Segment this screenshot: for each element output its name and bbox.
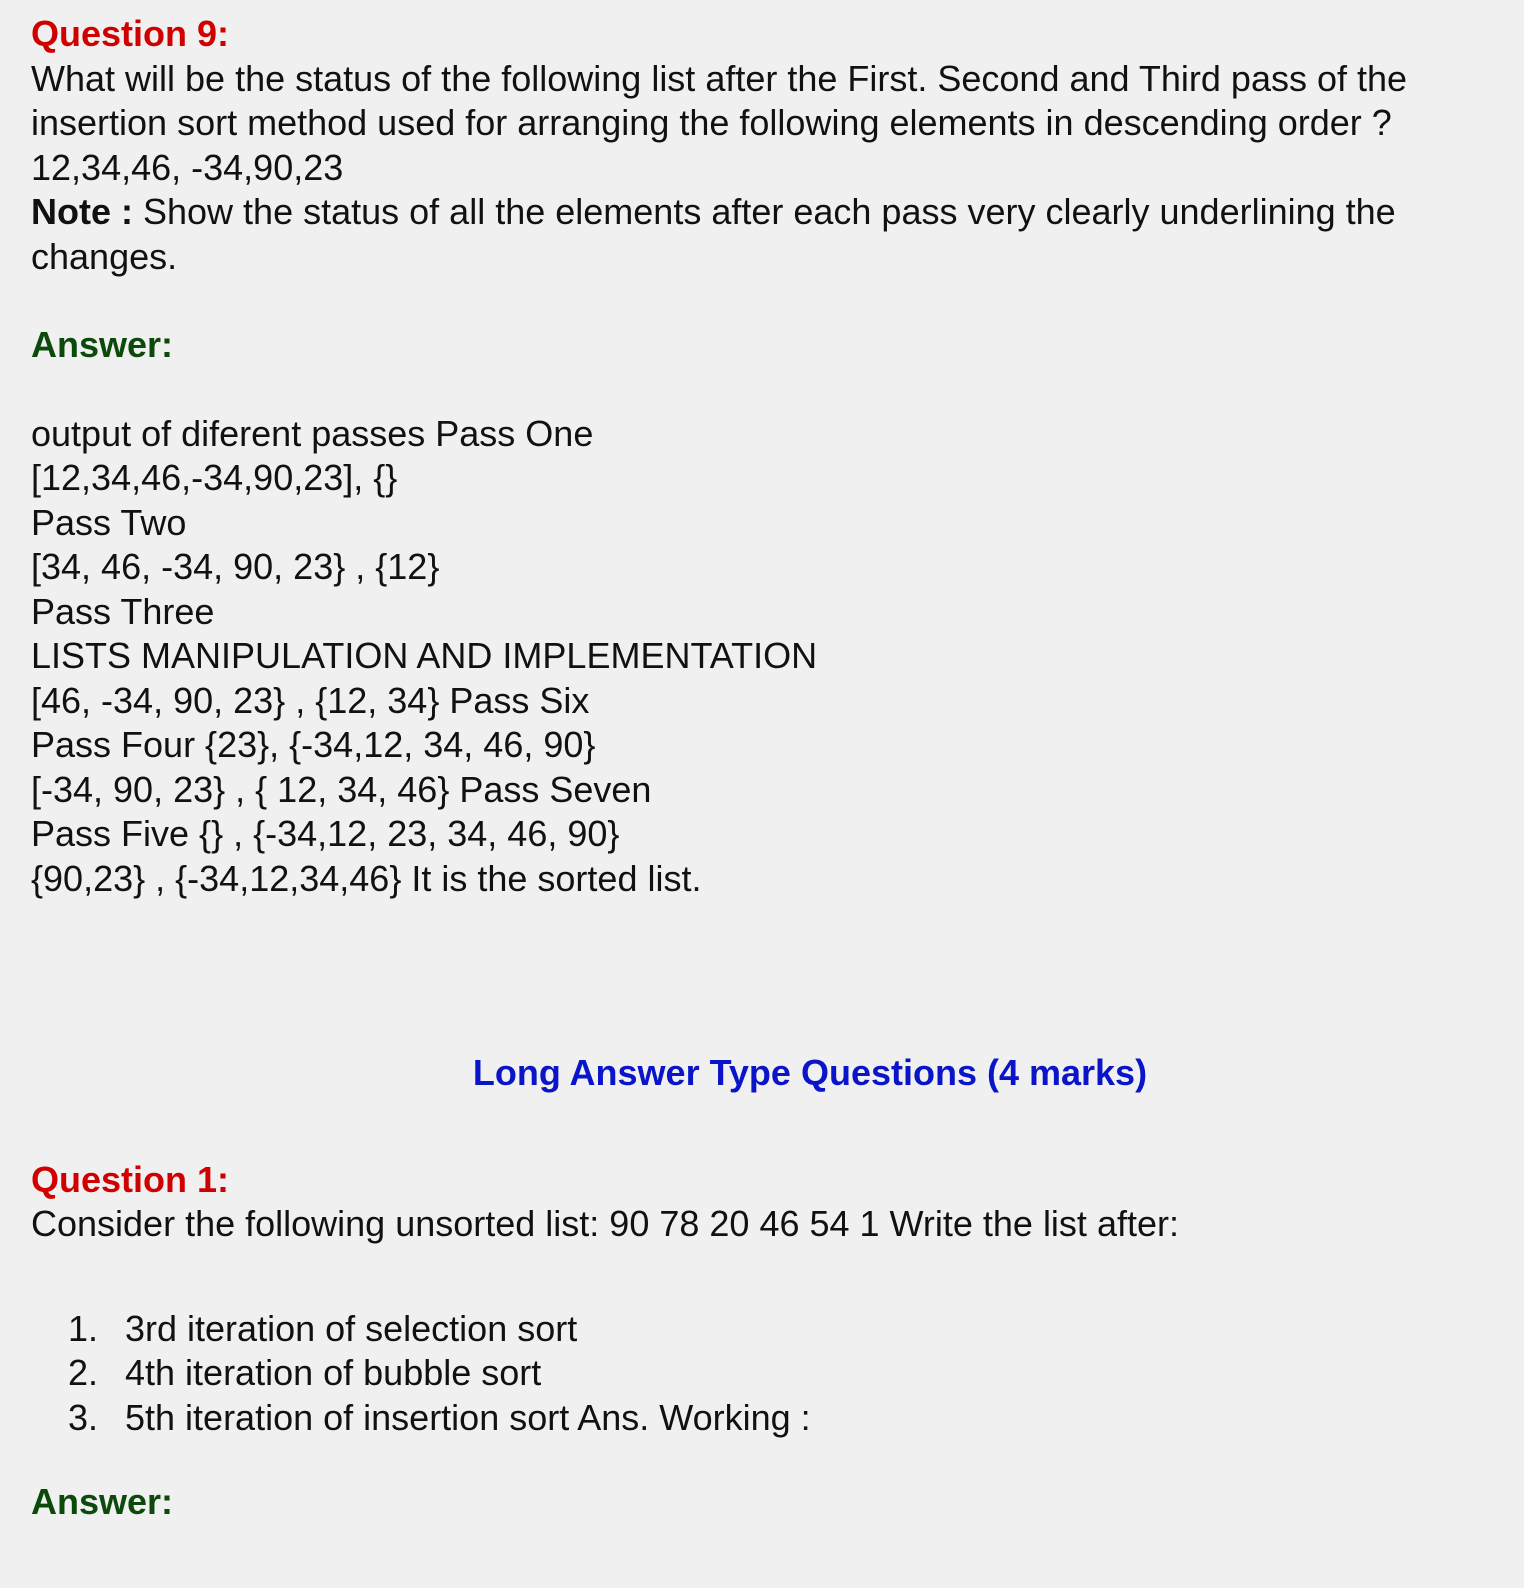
answer-line: LISTS MANIPULATION AND IMPLEMENTATION xyxy=(31,635,818,676)
answer-9-heading: Answer: xyxy=(31,324,174,365)
list-item-text: 3rd iteration of selection sort xyxy=(125,1307,578,1349)
section-title: Long Answer Type Questions (4 marks) xyxy=(472,1052,1148,1093)
answer-line: Pass Five {} , {-34,12, 23, 34, 46, 90} xyxy=(31,813,620,854)
spacer xyxy=(31,368,1494,412)
spacer xyxy=(31,1247,1494,1307)
iteration-list xyxy=(31,1307,1494,1441)
answer-line: [34, 46, -34, 90, 23} , {12} xyxy=(31,546,440,587)
question-9-note-line-2: changes. xyxy=(31,235,178,277)
list-item-number: 2. xyxy=(68,1352,99,1393)
answer-line: output of diferent passes Pass One xyxy=(31,412,594,454)
answer-1-heading: Answer: xyxy=(31,1481,174,1522)
answer-line: Pass Two xyxy=(31,501,187,543)
spacer xyxy=(31,1096,1494,1158)
list-item xyxy=(68,1307,1494,1352)
question-9-text-line-1: What will be the status of the following list after the First. Second and Third pass of the xyxy=(31,57,1408,99)
answer-9-body xyxy=(31,412,1494,902)
list-item xyxy=(68,1396,1494,1441)
question-9-list-values: 12,34,46, -34,90,23 xyxy=(31,146,344,188)
note-label: Note : xyxy=(31,191,133,232)
list-item-text: 5th iteration of insertion sort Ans. Working : xyxy=(125,1396,811,1438)
answer-line: [-34, 90, 23} , { 12, 34, 46} Pass Seven xyxy=(31,768,652,810)
list-item-number: 1. xyxy=(68,1307,99,1349)
answer-line: [12,34,46,-34,90,23], {} xyxy=(31,457,398,498)
question-9-note xyxy=(31,190,1494,235)
note-text: Show the status of all the elements after each pass very clearly underlining the xyxy=(133,191,1396,232)
question-1-text: Consider the following unsorted list: 90 78 20 46 54 1 Write the list after: xyxy=(31,1203,1179,1244)
spacer xyxy=(31,1440,1494,1480)
answer-line: Pass Three xyxy=(31,590,215,632)
list-item-text: 4th iteration of bubble sort xyxy=(125,1352,542,1393)
list-item-number: 3. xyxy=(68,1396,99,1438)
question-9-text-line-2: insertion sort method used for arranging the following elements in descending order ? xyxy=(31,102,1392,143)
question-1-heading: Question 1: xyxy=(31,1158,230,1200)
answer-line: [46, -34, 90, 23} , {12, 34} Pass Six xyxy=(31,679,590,721)
question-9-heading: Question 9: xyxy=(31,13,230,54)
spacer xyxy=(31,901,1494,1051)
spacer xyxy=(31,279,1494,323)
answer-line: Pass Four {23}, {-34,12, 34, 46, 90} xyxy=(31,724,596,765)
list-item xyxy=(68,1351,1494,1396)
answer-line: {90,23} , {-34,12,34,46} It is the sorted list. xyxy=(31,857,702,899)
